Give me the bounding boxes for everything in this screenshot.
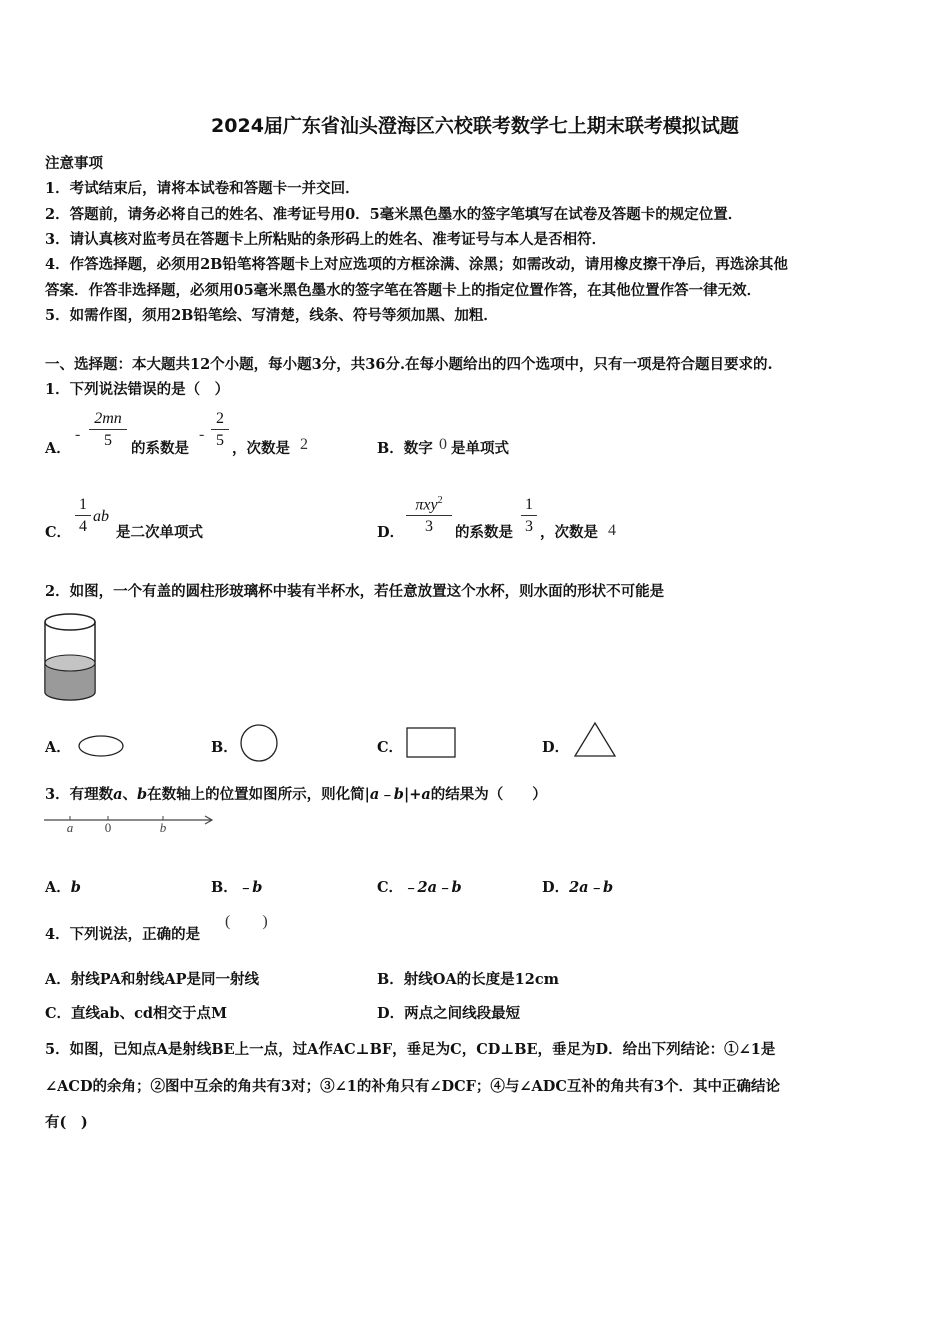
question-2-stem: 2．如图，一个有盖的圆柱形玻璃杯中装有半杯水，若任意放置这个水杯，则水面的形状不可能是 [45,583,665,600]
notice-item: 3．请认真核对监考员在答题卡上所粘贴的条形码上的姓名、准考证号与本人是否相符． [45,231,607,248]
q3-b-value: ﹣b [237,879,263,896]
question-5-line: 有( ) [45,1114,88,1131]
q1-d-denominator: 3 [425,518,433,536]
glass-cylinder-figure [44,610,96,702]
q1-d-text: 的系数是 [455,524,513,541]
q1-option-d-label: D． [377,524,405,541]
q3-d-value: 2a﹣b [569,879,614,896]
q1-d-coefficient [521,496,537,536]
q3-d-label: D． [542,879,570,896]
q1-d-fraction [406,495,452,536]
q3-expression: |a﹣b|+a [364,786,431,803]
notice-item: 1．考试结束后，请将本试卷和答题卡一并交回． [45,180,360,197]
question-5-line: 5．如图，已知点A是射线BE上一点，过A作AC⊥BF，垂足为C，CD⊥BE，垂足为D．给出下列结论：①∠1是 [45,1041,776,1058]
notice-item: 4．作答选择题，必须用2B铅笔将答题卡上对应选项的方框涂满、涂黑；如需改动，请用橡皮擦干净后，再选涂其他 [45,256,788,273]
q1-a-coef-denominator: 5 [216,432,224,449]
q1-c-variable: ab [93,508,109,525]
q1-a-coef-numerator: 2 [211,410,229,430]
q1-option-a-label: A． [45,440,71,457]
q1-option-c-label: C． [45,524,72,541]
q1-a-text: 的系数是 [131,440,189,457]
q3-var-b: b [137,786,148,803]
notice-item: 2．答题前，请务必将自己的姓名、准考证号用0．5毫米黑色墨水的签字笔填写在试卷及答题卡的规定位置． [45,206,743,223]
q1-d-text-2: ，次数是 [540,524,598,541]
q1-b-text: 是单项式 [451,440,509,457]
number-line [44,812,216,838]
question-5-line: ∠ACD的余角；②图中互余的角共有3对；③∠1的补角只有∠DCF；④与∠ADC互补的角共有3个．其中正确结论 [45,1078,781,1095]
q3-separator: 、 [122,786,137,803]
q4-answer-parens: ( ) [225,913,268,930]
question-1-stem: 1．下列说法错误的是（ ） [45,381,230,398]
page-title: 2024届广东省汕头澄海区六校联考数学七上期末联考模拟试题 [211,115,739,137]
q1-d-degree: 4 [608,522,616,539]
question-4-stem: 4．下列说法，正确的是 [45,926,201,943]
q3-stem-start: 3．有理数 [45,786,114,803]
tick-label-b: b [159,820,167,835]
q1-option-b-label: B．数字 [377,440,433,457]
rectangle-shape [406,727,456,759]
q4-option-c: C．直线ab、cd相交于点M [45,1005,228,1022]
q2-option-c: C． [377,739,404,756]
q2-option-d: D． [542,739,570,756]
q1-a-text-2: ，次数是 [232,440,290,457]
q1-a-fraction [89,410,127,450]
q1-a-degree: 2 [300,436,308,453]
q2-option-a: A． [45,739,71,756]
q4-option-d: D．两点之间线段最短 [377,1005,521,1022]
q1-d-numerator [406,495,452,516]
q3-c-value: ﹣2a﹣b [403,879,462,896]
q1-a-minus: - [75,426,81,443]
q1-d-coef-denominator: 3 [525,518,533,535]
section-heading: 一、选择题：本大题共12个小题，每小题3分，共36分.在每小题给出的四个选项中，只有一项是符合题目要求的. [45,356,773,373]
q1-c-fraction [75,496,91,536]
q3-var-a: a [113,786,123,803]
q3-stem-middle: 在数轴上的位置如图所示，则化简 [147,786,365,803]
triangle-shape [574,722,616,758]
notice-item: 答案．作答非选择题，必须用05毫米黑色墨水的签字笔在答题卡上的指定位置作答，在其他位置作答一律无效． [45,282,762,299]
q3-a-label: A． [45,879,71,896]
q4-option-a: A．射线PA和射线AP是同一射线 [45,971,260,988]
q2-option-b: B． [211,739,238,756]
q1-a-denominator: 5 [104,432,112,449]
q1-c-denominator: 4 [79,518,87,535]
q3-c-label: C． [377,879,404,896]
q1-a-numerator: 2mn [89,410,127,430]
q3-option-a [45,876,81,897]
q3-b-label: B． [211,879,238,896]
q1-a-coefficient [211,410,229,450]
notice-heading: 注意事项 [45,155,103,172]
glass-top-rim [45,614,95,630]
q1-d-coef-numerator: 1 [521,496,537,516]
q3-a-value: b [70,879,81,896]
q1-c-text: 是二次单项式 [116,524,203,541]
q1-d-exponent: 2 [437,495,443,506]
q3-option-c [377,876,462,897]
question-3-stem [45,783,547,804]
q3-option-b [211,876,262,897]
q1-b-zero: 0 [439,436,447,453]
tick-label-a: a [66,820,74,835]
q3-stem-end: 的结果为（ ） [430,786,547,803]
q3-option-d [542,876,613,897]
ellipse-shape [78,735,124,757]
q1-d-numerator-base: πxy [415,496,438,514]
tick-label-0: 0 [104,820,112,835]
notice-item: 5．如需作图，须用2B铅笔绘、写清楚，线条、符号等须加黑、加粗． [45,307,498,324]
q1-a-minus-2: - [199,426,205,443]
water-surface [45,655,95,671]
circle-shape [240,724,278,762]
q1-c-numerator: 1 [75,496,91,516]
q4-option-b: B．射线OA的长度是12cm [377,971,559,988]
